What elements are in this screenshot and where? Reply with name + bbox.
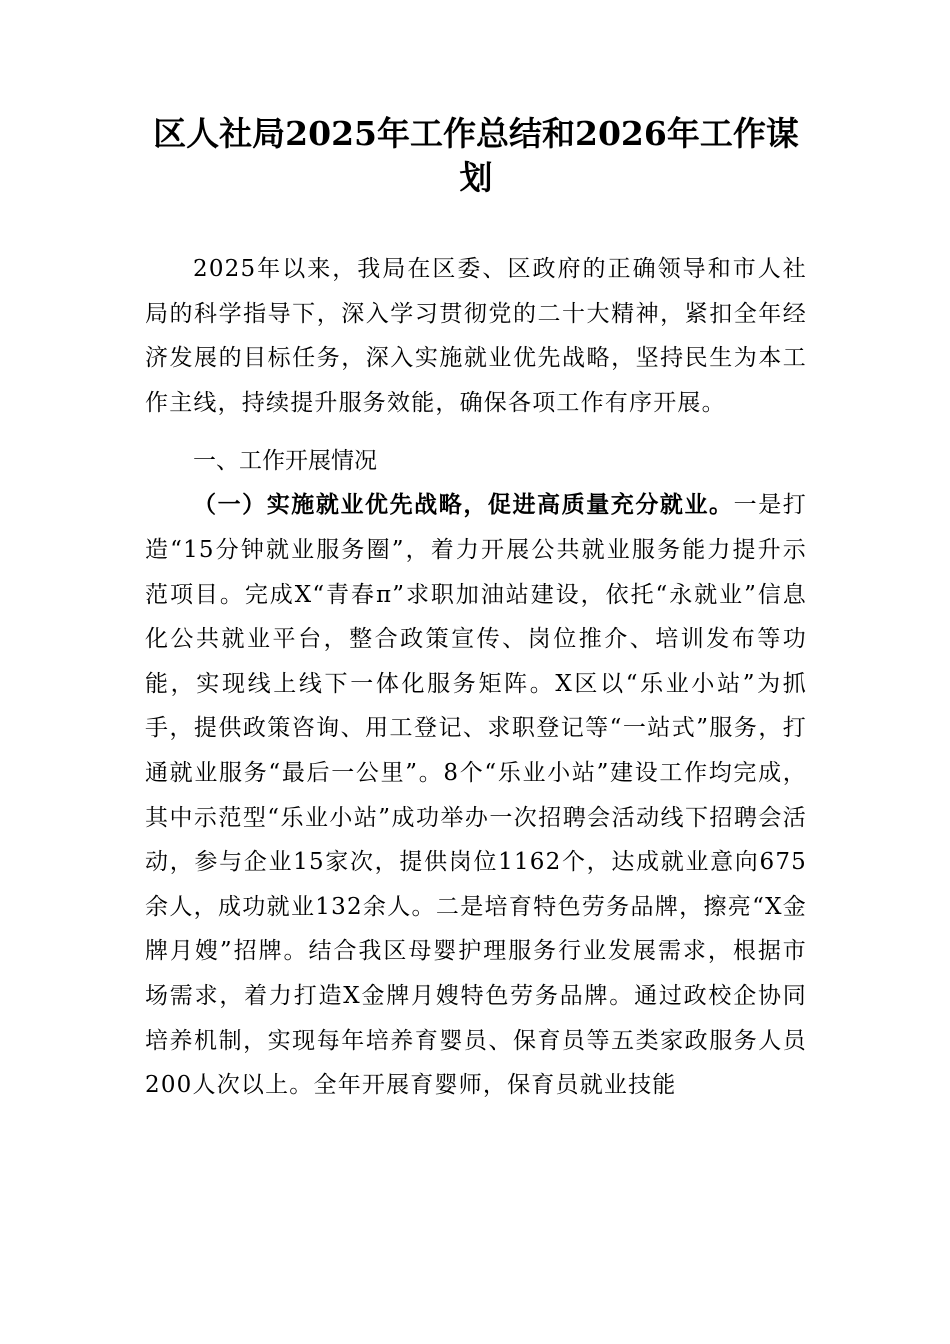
subsection-lead: （一）实施就业优先战略，促进高质量充分就业。 (193, 491, 734, 519)
subsection-body: 一是打造“15分钟就业服务圈”，着力开展公共就业服务能力提升示范项目。完成X“青春π”求职加油站建设，依托“永就业”信息化公共就业平台，整合政策宣传、岗位推介、培训发布等功能，实现线上线下一体化服务矩阵。X区以“乐业小站”为抓手，提供政策咨询、用工登记、求职登记等“一站式”服务，打通就业服务“最后一公里”。8个“乐业小站”建设工作均完成，其中示范型“乐业小站”成功举办一次招聘会活动线下招聘会活动，参与企业15家次，提供岗位1162个，达成就业意向675余人，成功就业132余人。二是培育特色劳务品牌，擦亮“X金牌月嫂”招牌。结合我区母婴护理服务行业发展需求，根据市场需求，着力打造X金牌月嫂特色劳务品牌。通过政校企协同培养机制，实现每年培养育婴员、保育员等五类家政服务人员200人次以上。全年开展育婴师，保育员就业技能 (145, 492, 807, 1099)
section-heading: 一、工作开展情况 (193, 448, 377, 475)
document-title (145, 112, 807, 200)
document-page (145, 112, 807, 1108)
subsection-paragraph (145, 483, 807, 1107)
title-line-2: 划 (459, 158, 493, 197)
intro-paragraph: 2025年以来，我局在区委、区政府的正确领导和市人社局的科学指导下，深入学习贯彻党的二十大精神，紧扣全年经济发展的目标任务，深入实施就业优先战略，坚持民生为本工作主线，持续提升服务效能，确保各项工作有序开展。 (145, 256, 807, 416)
title-line-1: 区人社局2025年工作总结和2026年工作谋 (153, 114, 799, 153)
